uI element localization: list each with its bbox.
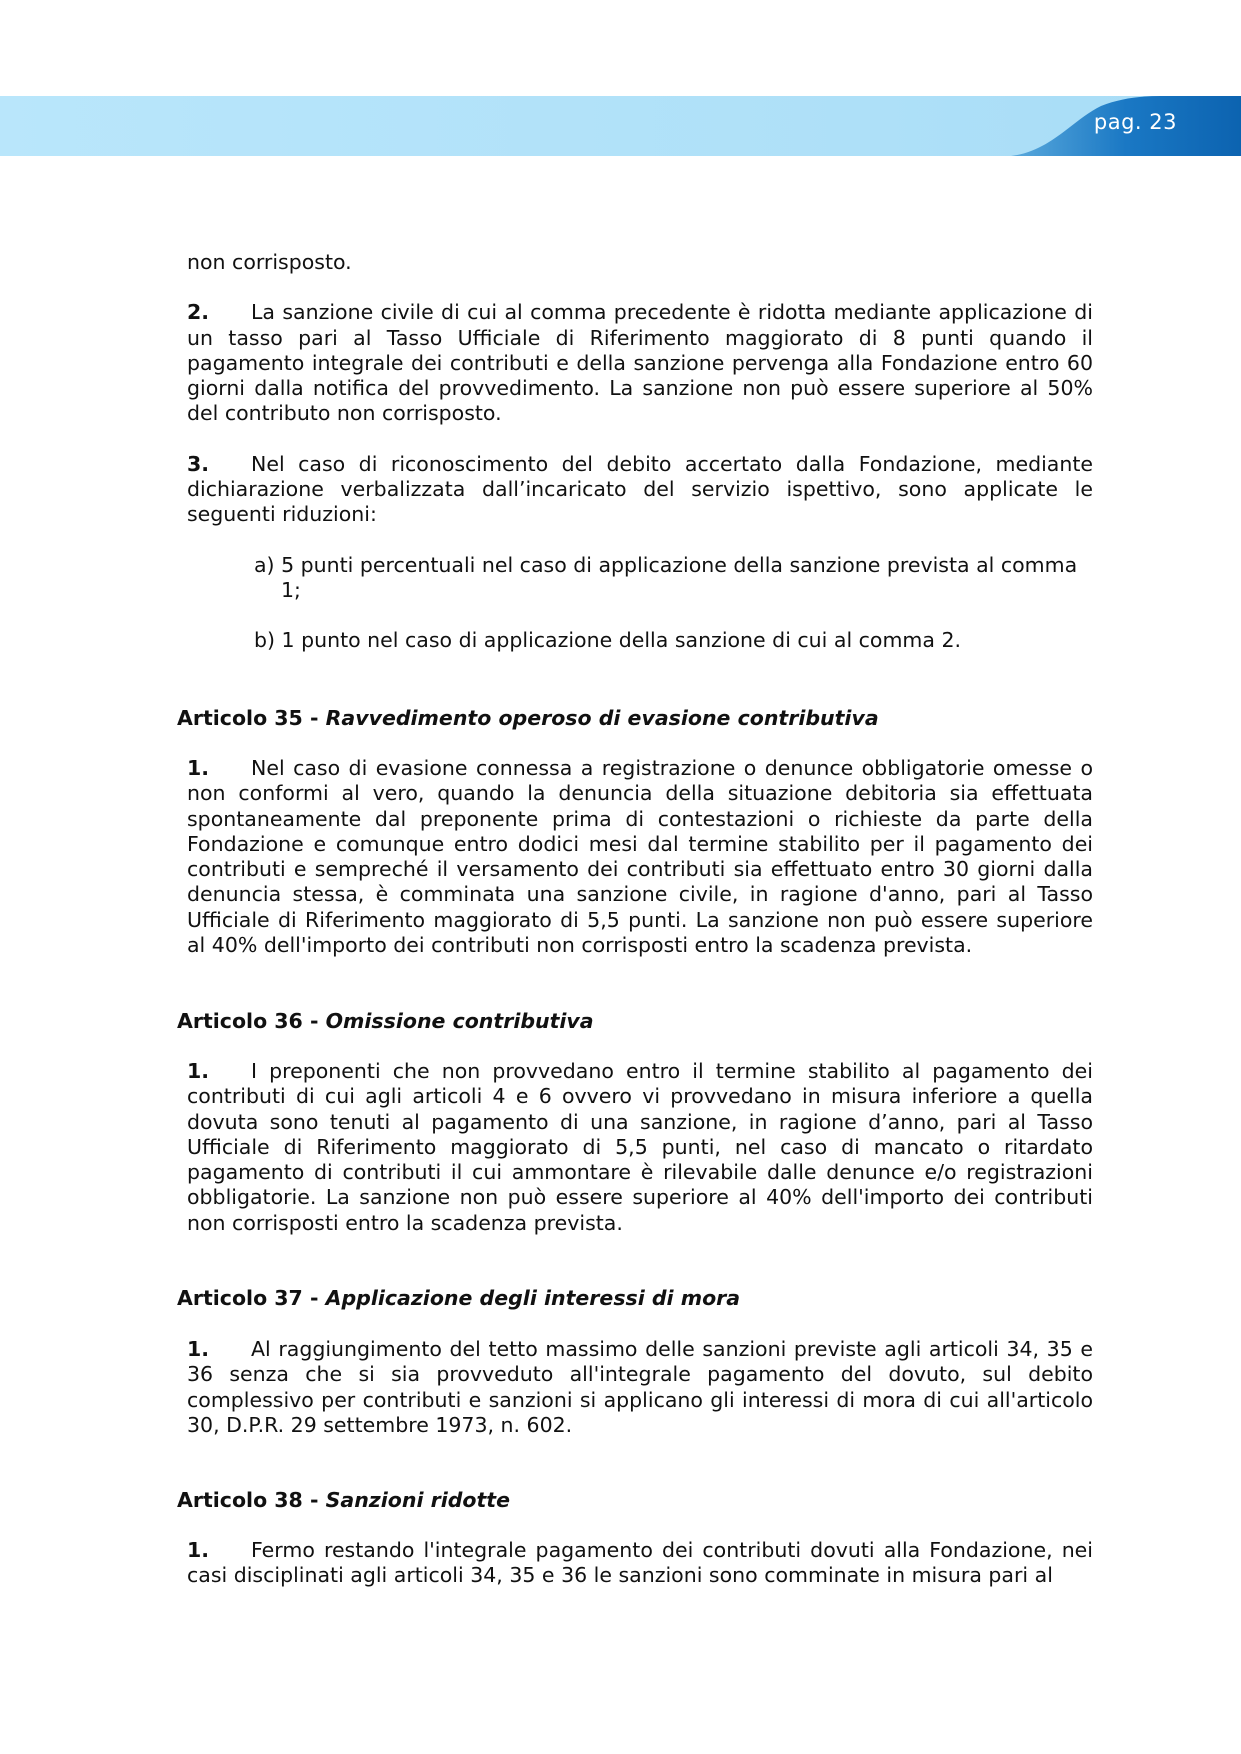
paragraph-number: 1.	[187, 1538, 210, 1562]
paragraph-text: Al raggiungimento del tetto massimo delle sanzioni previste agli articoli 34, 35 e 36 senza che si sia provveduto all'integrale pagamento del dovuto, sul debito complessivo per contributi e sanzioni si applicano gli interessi di mora di cui all'articolo 30, D.P.R. 29 settembre 1973, n. 602.	[187, 1337, 1093, 1437]
page-body	[187, 250, 1093, 654]
paragraph	[187, 1337, 1093, 1438]
article-title: Omissione contributiva	[325, 1009, 594, 1033]
paragraph	[187, 1059, 1093, 1236]
paragraph-text: Nel caso di evasione connessa a registrazione o denunce obbligatorie omesse o non conformi al vero, quando la denuncia della situazione debitoria sia effettuata spontaneamente dal preponente prima di contestazioni o richieste da parte della Fondazione e comunque entro dodici mesi dal termine stabilito per il pagamento dei contributi e sempreché il versamento dei contributi sia effettuato entro 30 giorni dalla denuncia stessa, è comminata una sanzione civile, in ragione d'anno, pari al Tasso Ufficiale di Riferimento maggiorato di 5,5 punti. La sanzione non può essere superiore al 40% dell'importo dei contributi non corrisposti entro la scadenza prevista.	[187, 756, 1093, 958]
paragraph-number: 1.	[187, 1059, 210, 1083]
article-title: Ravvedimento operoso di evasione contributiva	[325, 706, 879, 730]
article-label: Articolo 38 -	[177, 1488, 326, 1512]
paragraph-number: 2.	[187, 300, 210, 325]
paragraph-number: 1.	[187, 756, 210, 780]
article-heading	[177, 1488, 510, 1513]
list-item: a) 5 punti percentuali nel caso di applicazione della sanzione prevista al comma 1;	[254, 552, 1078, 602]
article-heading	[177, 1009, 594, 1034]
article-body	[187, 1538, 1093, 1589]
paragraph-text: Nel caso di riconoscimento del debito accertato dalla Fondazione, mediante dichiarazione verbalizzata dall’incaricato del servizio ispettivo, sono applicate le seguenti riduzioni:	[187, 451, 1093, 527]
paragraph-number: 3.	[187, 451, 210, 476]
article-heading	[177, 706, 879, 731]
paragraph-text: Fermo restando l'integrale pagamento dei contributi dovuti alla Fondazione, nei casi disciplinati agli articoli 34, 35 e 36 le sanzioni sono comminate in misura pari al	[187, 1538, 1093, 1588]
paragraph	[187, 756, 1093, 958]
paragraph-text: La sanzione civile di cui al comma precedente è ridotta mediante applicazione di un tasso pari al Tasso Ufficiale di Riferimento maggiorato di 8 punti quando il pagamento integrale dei contributi e della sanzione pervenga alla Fondazione entro 60 giorni dalla notifica del provvedimento. La sanzione non può essere superiore al 50% del contributo non corrisposto.	[187, 300, 1093, 426]
paragraph-number: 1.	[187, 1337, 210, 1361]
intro-tail: non corrisposto.	[187, 250, 352, 274]
article-body	[187, 1059, 1093, 1236]
paragraph	[187, 300, 1093, 426]
article-label: Articolo 37 -	[177, 1286, 326, 1310]
article-title: Applicazione degli interessi di mora	[325, 1286, 741, 1310]
article-label: Articolo 36 -	[177, 1009, 326, 1033]
article-heading	[177, 1286, 740, 1311]
paragraph	[187, 1538, 1093, 1589]
paragraph-text: I preponenti che non provvedano entro il termine stabilito al pagamento dei contributi di cui agli articoli 4 e 6 ovvero vi provvedano in misura inferiore a quella dovuta sono tenuti al pagamento di una sanzione, in ragione d’anno, pari al Tasso Ufficiale di Riferimento maggiorato di 5,5 punti, nel caso di mancato o ritardato pagamento di contributi il cui ammontare è rilevabile dalle denunce e/o registrazioni obbligatorie. La sanzione non può essere superiore al 40% dell'importo dei contributi non corrisposti entro la scadenza prevista.	[187, 1059, 1093, 1235]
paragraph	[187, 452, 1093, 528]
article-body	[187, 756, 1093, 958]
article-label: Articolo 35 -	[177, 706, 326, 730]
page-number: pag. 23	[1093, 110, 1177, 134]
list-item: b) 1 punto nel caso di applicazione della sanzione di cui al comma 2.	[254, 628, 962, 653]
article-body	[187, 1337, 1093, 1438]
article-title: Sanzioni ridotte	[325, 1488, 510, 1512]
